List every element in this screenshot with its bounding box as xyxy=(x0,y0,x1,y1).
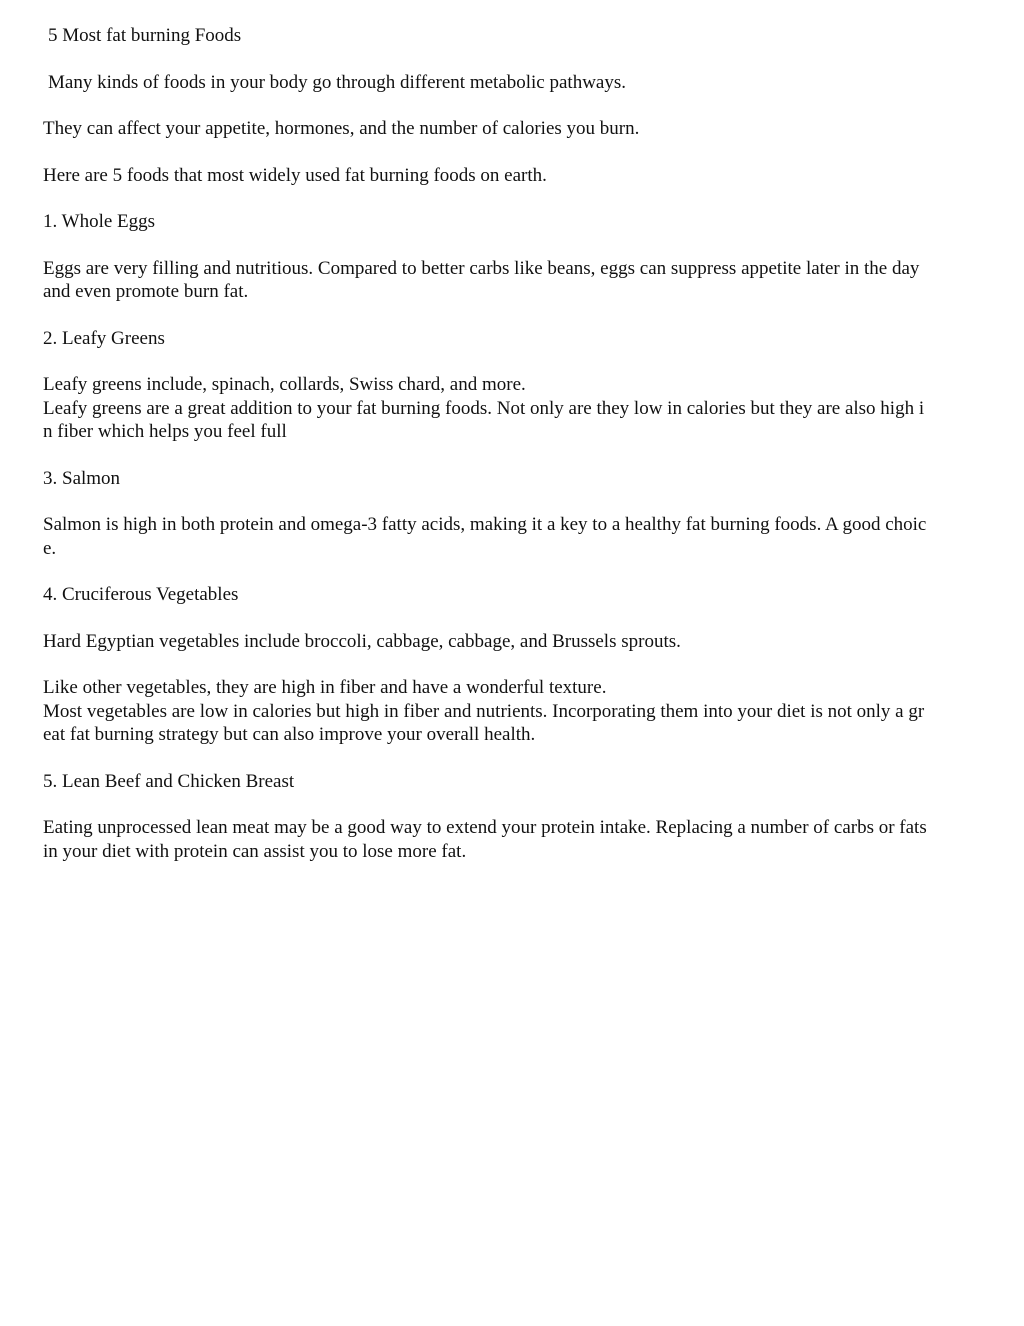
section-body-whole-eggs xyxy=(43,257,983,304)
text-line: Leafy greens include, spinach, collards, Swiss chard, and more. xyxy=(43,374,526,395)
section-heading-lean-beef-chicken: 5. Lean Beef and Chicken Breast xyxy=(43,770,295,792)
text-line: and even promote burn fat. xyxy=(43,281,249,302)
section-body-leafy-greens xyxy=(43,373,983,444)
text-line: Eating unprocessed lean meat may be a good way to extend your protein intake. Replacing a number of carbs or fats xyxy=(43,817,927,838)
intro-paragraph-3: Here are 5 foods that most widely used fat burning foods on earth. xyxy=(43,164,547,186)
document-title: 5 Most fat burning Foods xyxy=(48,25,242,46)
text-line: n fiber which helps you feel full xyxy=(43,421,287,442)
section-heading-leafy-greens: 2. Leafy Greens xyxy=(43,327,165,349)
text-line: Eggs are very filling and nutritious. Compared to better carbs like beans, eggs can suppress appetite later in the day xyxy=(43,257,920,279)
text-line: Leafy greens are a great addition to your fat burning foods. Not only are they low in calories but they are also high i xyxy=(43,397,925,419)
text-line: Like other vegetables, they are high in fiber and have a wonderful texture. xyxy=(43,677,607,698)
section-paragraph-cruciferous-intro: Hard Egyptian vegetables include broccoli, cabbage, cabbage, and Brussels sprouts. xyxy=(43,630,681,652)
section-body-cruciferous-vegetables xyxy=(43,676,983,747)
section-heading-salmon: 3. Salmon xyxy=(43,467,121,489)
text-line: e. xyxy=(43,537,57,559)
section-body-salmon xyxy=(43,513,983,560)
document-body xyxy=(43,24,983,863)
section-body-lean-beef-chicken xyxy=(43,816,983,863)
intro-paragraph-2: They can affect your appetite, hormones, and the number of calories you burn. xyxy=(43,118,640,139)
section-heading-whole-eggs: 1. Whole Eggs xyxy=(43,211,156,232)
text-line: in your diet with protein can assist you to lose more fat. xyxy=(43,840,467,862)
text-line: Salmon is high in both protein and omega-3 fatty acids, making it a key to a healthy fat burning foods. A good choic xyxy=(43,514,927,535)
intro-paragraph-1: Many kinds of foods in your body go through different metabolic pathways. xyxy=(48,71,626,93)
section-heading-cruciferous-vegetables: 4. Cruciferous Vegetables xyxy=(43,584,239,605)
text-line: eat fat burning strategy but can also improve your overall health. xyxy=(43,724,536,745)
text-line: Most vegetables are low in calories but high in fiber and nutrients. Incorporating them into your diet is not only a gr xyxy=(43,700,925,722)
